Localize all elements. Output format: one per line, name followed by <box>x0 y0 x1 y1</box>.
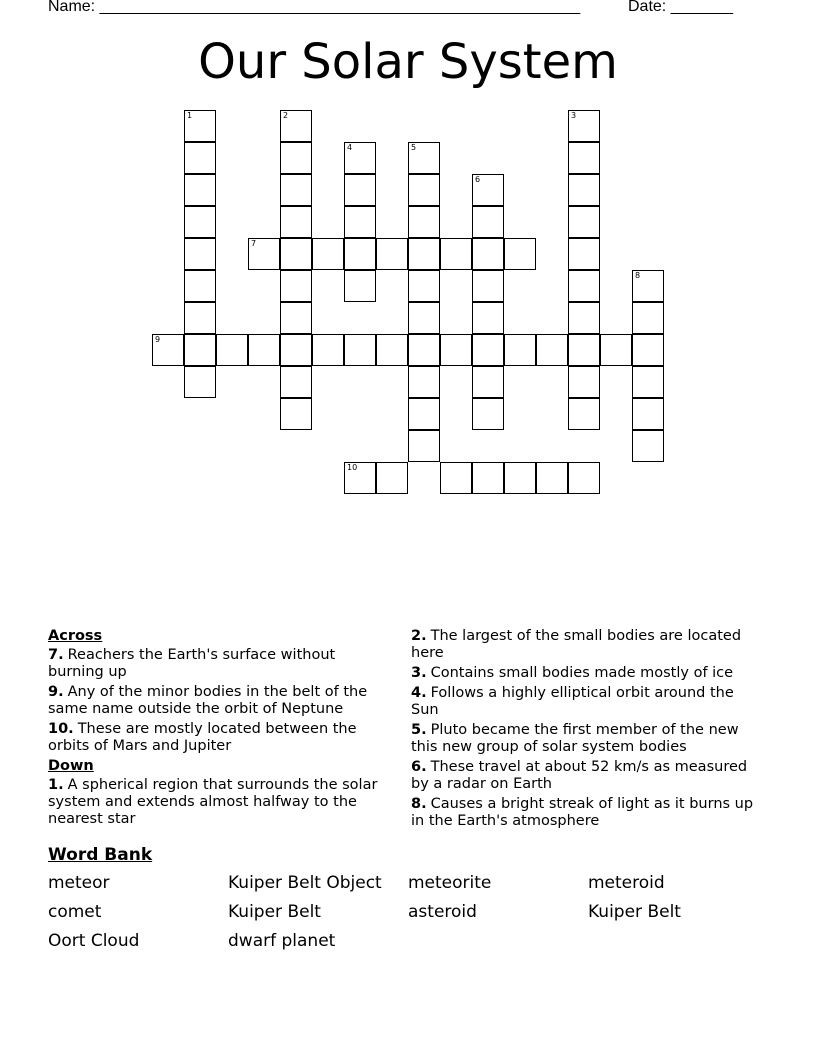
cell-number: 8 <box>635 271 641 280</box>
word-bank-item: comet <box>48 902 102 922</box>
crossword-cell[interactable] <box>248 334 280 366</box>
clues-left-column <box>48 628 393 831</box>
clue-text: Any of the minor bodies in the belt of the same name outside the orbit of Neptune <box>48 684 368 717</box>
crossword-cell[interactable] <box>408 302 440 334</box>
crossword-cell[interactable] <box>504 334 536 366</box>
clue-number: 3. <box>411 665 427 681</box>
crossword-cell[interactable] <box>472 302 504 334</box>
crossword-cell[interactable] <box>216 334 248 366</box>
crossword-cell[interactable] <box>504 238 536 270</box>
crossword-cell[interactable] <box>408 270 440 302</box>
word-bank-item: Oort Cloud <box>48 931 140 951</box>
page-title: Our Solar System <box>198 34 618 90</box>
clue-down-8 <box>411 796 756 830</box>
clue-text: A spherical region that surrounds the solar system and extends almost halfway to the nearest star <box>48 777 378 827</box>
crossword-cell[interactable] <box>408 142 440 174</box>
cell-number: 6 <box>475 175 481 184</box>
crossword-cell[interactable] <box>344 270 376 302</box>
crossword-cell[interactable] <box>408 206 440 238</box>
crossword-cell[interactable] <box>184 142 216 174</box>
clue-number: 9. <box>48 684 64 700</box>
crossword-cell[interactable] <box>152 334 184 366</box>
clue-text: Pluto became the first member of the new this new group of solar system bodies <box>411 722 739 755</box>
clue-text: These are mostly located between the orbits of Mars and Jupiter <box>48 721 357 754</box>
crossword-cell[interactable] <box>568 174 600 206</box>
clue-number: 10. <box>48 721 74 737</box>
crossword-cell[interactable] <box>568 270 600 302</box>
clue-number: 7. <box>48 647 64 663</box>
word-bank <box>48 872 768 952</box>
crossword-cell[interactable] <box>440 462 472 494</box>
word-bank-item: meteor <box>48 873 110 893</box>
name-field-label[interactable]: Name: ______________________________________________________ <box>48 0 581 15</box>
word-bank-item: meteorite <box>408 873 492 893</box>
crossword-cell[interactable] <box>568 462 600 494</box>
crossword-cell[interactable] <box>280 206 312 238</box>
crossword-cell[interactable] <box>600 334 632 366</box>
crossword-cell[interactable] <box>376 238 408 270</box>
clue-across-7 <box>48 647 393 681</box>
cell-number: 10 <box>347 463 358 472</box>
crossword-cell[interactable] <box>408 366 440 398</box>
crossword-cell[interactable] <box>280 366 312 398</box>
crossword-cell[interactable] <box>184 110 216 142</box>
crossword-cell[interactable] <box>472 366 504 398</box>
crossword-cell[interactable] <box>472 270 504 302</box>
crossword-cell[interactable] <box>408 174 440 206</box>
cell-number: 2 <box>283 111 289 120</box>
crossword-cell[interactable] <box>568 110 600 142</box>
clue-down-1 <box>48 777 393 828</box>
crossword-cell[interactable] <box>280 398 312 430</box>
crossword-cell[interactable] <box>632 398 664 430</box>
crossword-cell[interactable] <box>344 206 376 238</box>
crossword-cell[interactable] <box>312 334 344 366</box>
crossword-cell[interactable] <box>376 334 408 366</box>
clues-right-column <box>411 628 756 833</box>
clue-down-6 <box>411 759 756 793</box>
crossword-cell[interactable] <box>376 462 408 494</box>
clue-number: 4. <box>411 685 427 701</box>
clue-down-2 <box>411 628 756 662</box>
clue-number: 5. <box>411 722 427 738</box>
crossword-cell[interactable] <box>632 270 664 302</box>
word-bank-item: asteroid <box>408 902 477 922</box>
crossword-cell[interactable] <box>568 238 600 270</box>
crossword-cell[interactable] <box>344 334 376 366</box>
crossword-cell[interactable] <box>280 174 312 206</box>
cell-number: 3 <box>571 111 577 120</box>
cell-number: 1 <box>187 111 193 120</box>
word-bank-item: dwarf planet <box>228 931 336 951</box>
crossword-cell[interactable] <box>632 302 664 334</box>
crossword-cell[interactable] <box>184 206 216 238</box>
clue-number: 6. <box>411 759 427 775</box>
crossword-cell[interactable] <box>184 334 216 366</box>
crossword-cell[interactable] <box>184 238 216 270</box>
crossword-cell[interactable] <box>472 398 504 430</box>
crossword-cell[interactable] <box>408 398 440 430</box>
clue-across-9 <box>48 684 393 718</box>
clue-down-3 <box>411 665 756 682</box>
cell-number: 7 <box>251 239 257 248</box>
crossword-cell[interactable] <box>632 334 664 366</box>
crossword-cell[interactable] <box>408 334 440 366</box>
crossword-cell[interactable] <box>280 270 312 302</box>
crossword-cell[interactable] <box>440 334 472 366</box>
crossword-cell[interactable] <box>344 462 376 494</box>
crossword-cell[interactable] <box>184 174 216 206</box>
clue-number: 1. <box>48 777 64 793</box>
crossword-cell[interactable] <box>344 174 376 206</box>
crossword-cell[interactable] <box>472 334 504 366</box>
crossword-cell[interactable] <box>248 238 280 270</box>
crossword-cell[interactable] <box>280 302 312 334</box>
crossword-cell[interactable] <box>280 238 312 270</box>
clue-text: Contains small bodies made mostly of ice <box>430 665 734 681</box>
clue-number: 2. <box>411 628 427 644</box>
cell-number: 4 <box>347 143 353 152</box>
word-bank-item: Kuiper Belt Object <box>228 873 382 893</box>
clue-text: The largest of the small bodies are located here <box>411 628 742 661</box>
crossword-cell[interactable] <box>632 430 664 462</box>
crossword-cell[interactable] <box>472 238 504 270</box>
clue-across-10 <box>48 721 393 755</box>
crossword-cell[interactable] <box>280 110 312 142</box>
crossword-cell[interactable] <box>184 366 216 398</box>
crossword-cell[interactable] <box>408 238 440 270</box>
clue-down-4 <box>411 685 756 719</box>
clue-down-5 <box>411 722 756 756</box>
crossword-cell[interactable] <box>568 366 600 398</box>
crossword-cell[interactable] <box>504 462 536 494</box>
crossword-cell[interactable] <box>568 302 600 334</box>
crossword-cell[interactable] <box>568 206 600 238</box>
crossword-cell[interactable] <box>408 430 440 462</box>
crossword-cell[interactable] <box>536 462 568 494</box>
clue-text: Follows a highly elliptical orbit around the Sun <box>411 685 734 718</box>
crossword-cell[interactable] <box>632 366 664 398</box>
crossword-cell[interactable] <box>568 142 600 174</box>
crossword-grid <box>0 0 816 520</box>
crossword-cell[interactable] <box>472 206 504 238</box>
crossword-cell[interactable] <box>280 142 312 174</box>
crossword-cell[interactable] <box>312 238 344 270</box>
cell-number: 9 <box>155 335 161 344</box>
crossword-cell[interactable] <box>536 334 568 366</box>
down-heading: Down <box>48 758 94 774</box>
crossword-cell[interactable] <box>472 174 504 206</box>
crossword-cell[interactable] <box>568 334 600 366</box>
crossword-cell[interactable] <box>280 334 312 366</box>
word-bank-item: Kuiper Belt <box>228 902 321 922</box>
crossword-cell[interactable] <box>440 238 472 270</box>
clue-number: 8. <box>411 796 427 812</box>
across-heading: Across <box>48 628 103 644</box>
cell-number: 5 <box>411 143 417 152</box>
clue-text: These travel at about 52 km/s as measured by a radar on Earth <box>411 759 748 792</box>
clue-text: Causes a bright streak of light as it burns up in the Earth's atmosphere <box>411 796 754 829</box>
date-field-label[interactable]: Date: _______ <box>628 0 733 15</box>
word-bank-item: meteroid <box>588 873 665 893</box>
crossword-cell[interactable] <box>184 302 216 334</box>
crossword-cell[interactable] <box>184 270 216 302</box>
word-bank-title: Word Bank <box>48 845 153 865</box>
crossword-cell[interactable] <box>344 238 376 270</box>
word-bank-item: Kuiper Belt <box>588 902 681 922</box>
crossword-cell[interactable] <box>568 398 600 430</box>
crossword-cell[interactable] <box>472 462 504 494</box>
crossword-cell[interactable] <box>344 142 376 174</box>
clue-text: Reachers the Earth's surface without burning up <box>48 647 336 680</box>
